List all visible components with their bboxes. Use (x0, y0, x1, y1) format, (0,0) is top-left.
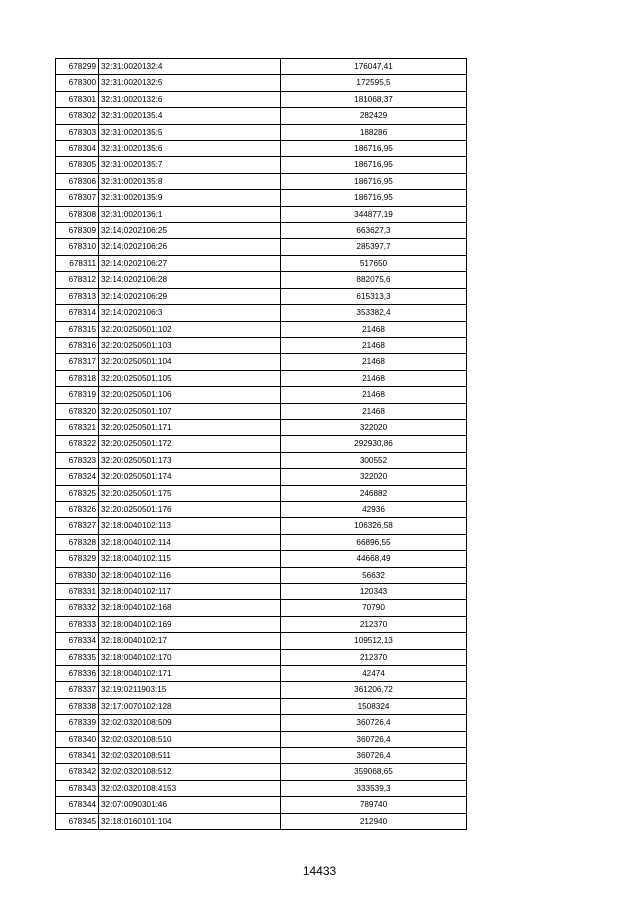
table-row (56, 715, 467, 731)
table-row (56, 157, 467, 173)
cadastral-number-cell: 32:02:0320108:510 (99, 731, 281, 747)
cadastral-number-cell: 32:14:0202106:25 (99, 223, 281, 239)
table-row (56, 419, 467, 435)
table-row (56, 682, 467, 698)
row-id-cell: 678344 (56, 797, 99, 813)
table-row (56, 337, 467, 353)
value-cell: 186716,95 (281, 173, 467, 189)
table-row (56, 813, 467, 829)
value-cell: 186716,95 (281, 141, 467, 157)
cadastral-number-cell: 32:18:0040102:168 (99, 600, 281, 616)
cadastral-number-cell: 32:02:0320108:511 (99, 748, 281, 764)
cadastral-number-cell: 32:14:0202106:27 (99, 255, 281, 271)
table-row (56, 206, 467, 222)
table-row (56, 501, 467, 517)
table-row (56, 59, 467, 75)
cadastral-number-cell: 32:20:0250501:173 (99, 452, 281, 468)
cadastral-number-cell: 32:20:0250501:106 (99, 387, 281, 403)
row-id-cell: 678309 (56, 223, 99, 239)
cadastral-number-cell: 32:02:0320108:509 (99, 715, 281, 731)
table-row (56, 124, 467, 140)
cadastral-number-cell: 32:14:0202106:28 (99, 272, 281, 288)
value-cell: 333539,3 (281, 780, 467, 796)
value-cell: 663627,3 (281, 223, 467, 239)
row-id-cell: 678335 (56, 649, 99, 665)
row-id-cell: 678318 (56, 370, 99, 386)
cadastral-number-cell: 32:18:0040102:115 (99, 551, 281, 567)
table-row (56, 108, 467, 124)
row-id-cell: 678314 (56, 305, 99, 321)
row-id-cell: 678317 (56, 354, 99, 370)
table-row (56, 616, 467, 632)
value-cell: 282429 (281, 108, 467, 124)
value-cell: 789740 (281, 797, 467, 813)
cadastral-number-cell: 32:31:0020136:1 (99, 206, 281, 222)
cadastral-number-cell: 32:17:0070102:128 (99, 698, 281, 714)
value-cell: 21468 (281, 337, 467, 353)
row-id-cell: 678341 (56, 748, 99, 764)
row-id-cell: 678321 (56, 419, 99, 435)
cadastral-number-cell: 32:02:0320108:4153 (99, 780, 281, 796)
table-row (56, 469, 467, 485)
row-id-cell: 678319 (56, 387, 99, 403)
table-row (56, 387, 467, 403)
row-id-cell: 678305 (56, 157, 99, 173)
cadastral-number-cell: 32:02:0320108:512 (99, 764, 281, 780)
table-row (56, 731, 467, 747)
cadastral-number-cell: 32:18:0040102:117 (99, 584, 281, 600)
row-id-cell: 678310 (56, 239, 99, 255)
table-row (56, 764, 467, 780)
cadastral-number-cell: 32:20:0250501:174 (99, 469, 281, 485)
cadastral-number-cell: 32:18:0040102:17 (99, 633, 281, 649)
value-cell: 361206,72 (281, 682, 467, 698)
table-row (56, 698, 467, 714)
cadastral-number-cell: 32:20:0250501:105 (99, 370, 281, 386)
value-cell: 212370 (281, 616, 467, 632)
cadastral-number-cell: 32:31:0020135:9 (99, 190, 281, 206)
value-cell: 21468 (281, 370, 467, 386)
row-id-cell: 678332 (56, 600, 99, 616)
row-id-cell: 678326 (56, 501, 99, 517)
row-id-cell: 678323 (56, 452, 99, 468)
cadastral-number-cell: 32:18:0040102:116 (99, 567, 281, 583)
row-id-cell: 678329 (56, 551, 99, 567)
cadastral-number-cell: 32:20:0250501:171 (99, 419, 281, 435)
value-cell: 21468 (281, 387, 467, 403)
table-row (56, 321, 467, 337)
table-row (56, 748, 467, 764)
cadastral-number-cell: 32:18:0040102:114 (99, 534, 281, 550)
value-cell: 517650 (281, 255, 467, 271)
cadastral-number-cell: 32:14:0202106:29 (99, 288, 281, 304)
row-id-cell: 678339 (56, 715, 99, 731)
value-cell: 66896,55 (281, 534, 467, 550)
cadastral-number-cell: 32:31:0020135:7 (99, 157, 281, 173)
row-id-cell: 678307 (56, 190, 99, 206)
row-id-cell: 678342 (56, 764, 99, 780)
table-row (56, 452, 467, 468)
cadastral-number-cell: 32:20:0250501:175 (99, 485, 281, 501)
row-id-cell: 678315 (56, 321, 99, 337)
row-id-cell: 678301 (56, 91, 99, 107)
cadastral-number-cell: 32:31:0020135:8 (99, 173, 281, 189)
cadastral-number-cell: 32:20:0250501:176 (99, 501, 281, 517)
value-cell: 176047,41 (281, 59, 467, 75)
value-cell: 360726,4 (281, 731, 467, 747)
row-id-cell: 678324 (56, 469, 99, 485)
value-cell: 300552 (281, 452, 467, 468)
table-row (56, 534, 467, 550)
value-cell: 1508324 (281, 698, 467, 714)
value-cell: 21468 (281, 321, 467, 337)
value-cell: 120343 (281, 584, 467, 600)
value-cell: 360726,4 (281, 748, 467, 764)
row-id-cell: 678299 (56, 59, 99, 75)
row-id-cell: 678345 (56, 813, 99, 829)
cadastral-number-cell: 32:20:0250501:107 (99, 403, 281, 419)
cadastral-value-table (55, 58, 467, 830)
cadastral-number-cell: 32:18:0040102:170 (99, 649, 281, 665)
value-cell: 109512,13 (281, 633, 467, 649)
cadastral-number-cell: 32:18:0040102:169 (99, 616, 281, 632)
row-id-cell: 678311 (56, 255, 99, 271)
row-id-cell: 678325 (56, 485, 99, 501)
value-cell: 186716,95 (281, 157, 467, 173)
table-row (56, 91, 467, 107)
cadastral-number-cell: 32:31:0020132:6 (99, 91, 281, 107)
cadastral-number-cell: 32:14:0202106:3 (99, 305, 281, 321)
row-id-cell: 678308 (56, 206, 99, 222)
value-cell: 21468 (281, 354, 467, 370)
table-row (56, 551, 467, 567)
cadastral-number-cell: 32:31:0020132:4 (99, 59, 281, 75)
table-row (56, 288, 467, 304)
cadastral-number-cell: 32:18:0040102:113 (99, 518, 281, 534)
value-cell: 353382,4 (281, 305, 467, 321)
table-row (56, 567, 467, 583)
row-id-cell: 678327 (56, 518, 99, 534)
value-cell: 285397,7 (281, 239, 467, 255)
table-row (56, 780, 467, 796)
value-cell: 70790 (281, 600, 467, 616)
table-row (56, 649, 467, 665)
value-cell: 42474 (281, 666, 467, 682)
cadastral-number-cell: 32:31:0020135:4 (99, 108, 281, 124)
row-id-cell: 678320 (56, 403, 99, 419)
value-cell: 344877,19 (281, 206, 467, 222)
cadastral-number-cell: 32:18:0160101:104 (99, 813, 281, 829)
table-row (56, 633, 467, 649)
cadastral-number-cell: 32:07:0090301:46 (99, 797, 281, 813)
value-cell: 292930,86 (281, 436, 467, 452)
row-id-cell: 678333 (56, 616, 99, 632)
table-body (56, 59, 467, 830)
value-cell: 322020 (281, 469, 467, 485)
row-id-cell: 678330 (56, 567, 99, 583)
row-id-cell: 678302 (56, 108, 99, 124)
table-row (56, 436, 467, 452)
row-id-cell: 678331 (56, 584, 99, 600)
value-cell: 212940 (281, 813, 467, 829)
value-cell: 172595,5 (281, 75, 467, 91)
cadastral-number-cell: 32:20:0250501:102 (99, 321, 281, 337)
row-id-cell: 678316 (56, 337, 99, 353)
value-cell: 882075,6 (281, 272, 467, 288)
table-row (56, 255, 467, 271)
table-row (56, 403, 467, 419)
table-row (56, 75, 467, 91)
cadastral-number-cell: 32:18:0040102:171 (99, 666, 281, 682)
table-row (56, 485, 467, 501)
cadastral-number-cell: 32:31:0020132:5 (99, 75, 281, 91)
row-id-cell: 678328 (56, 534, 99, 550)
table-row (56, 141, 467, 157)
row-id-cell: 678336 (56, 666, 99, 682)
value-cell: 615313,3 (281, 288, 467, 304)
value-cell: 56632 (281, 567, 467, 583)
table-row (56, 518, 467, 534)
row-id-cell: 678338 (56, 698, 99, 714)
value-cell: 188286 (281, 124, 467, 140)
value-cell: 360726,4 (281, 715, 467, 731)
cadastral-number-cell: 32:20:0250501:103 (99, 337, 281, 353)
value-cell: 44668,49 (281, 551, 467, 567)
row-id-cell: 678313 (56, 288, 99, 304)
row-id-cell: 678340 (56, 731, 99, 747)
row-id-cell: 678304 (56, 141, 99, 157)
row-id-cell: 678343 (56, 780, 99, 796)
cadastral-number-cell: 32:14:0202106:26 (99, 239, 281, 255)
table-row (56, 370, 467, 386)
value-cell: 186716,95 (281, 190, 467, 206)
value-cell: 106326,58 (281, 518, 467, 534)
table-row (56, 305, 467, 321)
cadastral-number-cell: 32:19:0211903:15 (99, 682, 281, 698)
table-row (56, 600, 467, 616)
row-id-cell: 678312 (56, 272, 99, 288)
table-row (56, 354, 467, 370)
value-cell: 212370 (281, 649, 467, 665)
table-row (56, 239, 467, 255)
row-id-cell: 678306 (56, 173, 99, 189)
row-id-cell: 678334 (56, 633, 99, 649)
cadastral-number-cell: 32:31:0020135:6 (99, 141, 281, 157)
row-id-cell: 678322 (56, 436, 99, 452)
row-id-cell: 678300 (56, 75, 99, 91)
value-cell: 181068,37 (281, 91, 467, 107)
table-row (56, 173, 467, 189)
cadastral-number-cell: 32:31:0020135:5 (99, 124, 281, 140)
value-cell: 246882 (281, 485, 467, 501)
table-row (56, 272, 467, 288)
value-cell: 359068,65 (281, 764, 467, 780)
value-cell: 42936 (281, 501, 467, 517)
table-row (56, 584, 467, 600)
table-row (56, 190, 467, 206)
cadastral-number-cell: 32:20:0250501:172 (99, 436, 281, 452)
cadastral-number-cell: 32:20:0250501:104 (99, 354, 281, 370)
table-row (56, 223, 467, 239)
value-cell: 322020 (281, 419, 467, 435)
table-row (56, 666, 467, 682)
row-id-cell: 678337 (56, 682, 99, 698)
table-row (56, 797, 467, 813)
page-number: 14433 (302, 864, 337, 878)
row-id-cell: 678303 (56, 124, 99, 140)
value-cell: 21468 (281, 403, 467, 419)
